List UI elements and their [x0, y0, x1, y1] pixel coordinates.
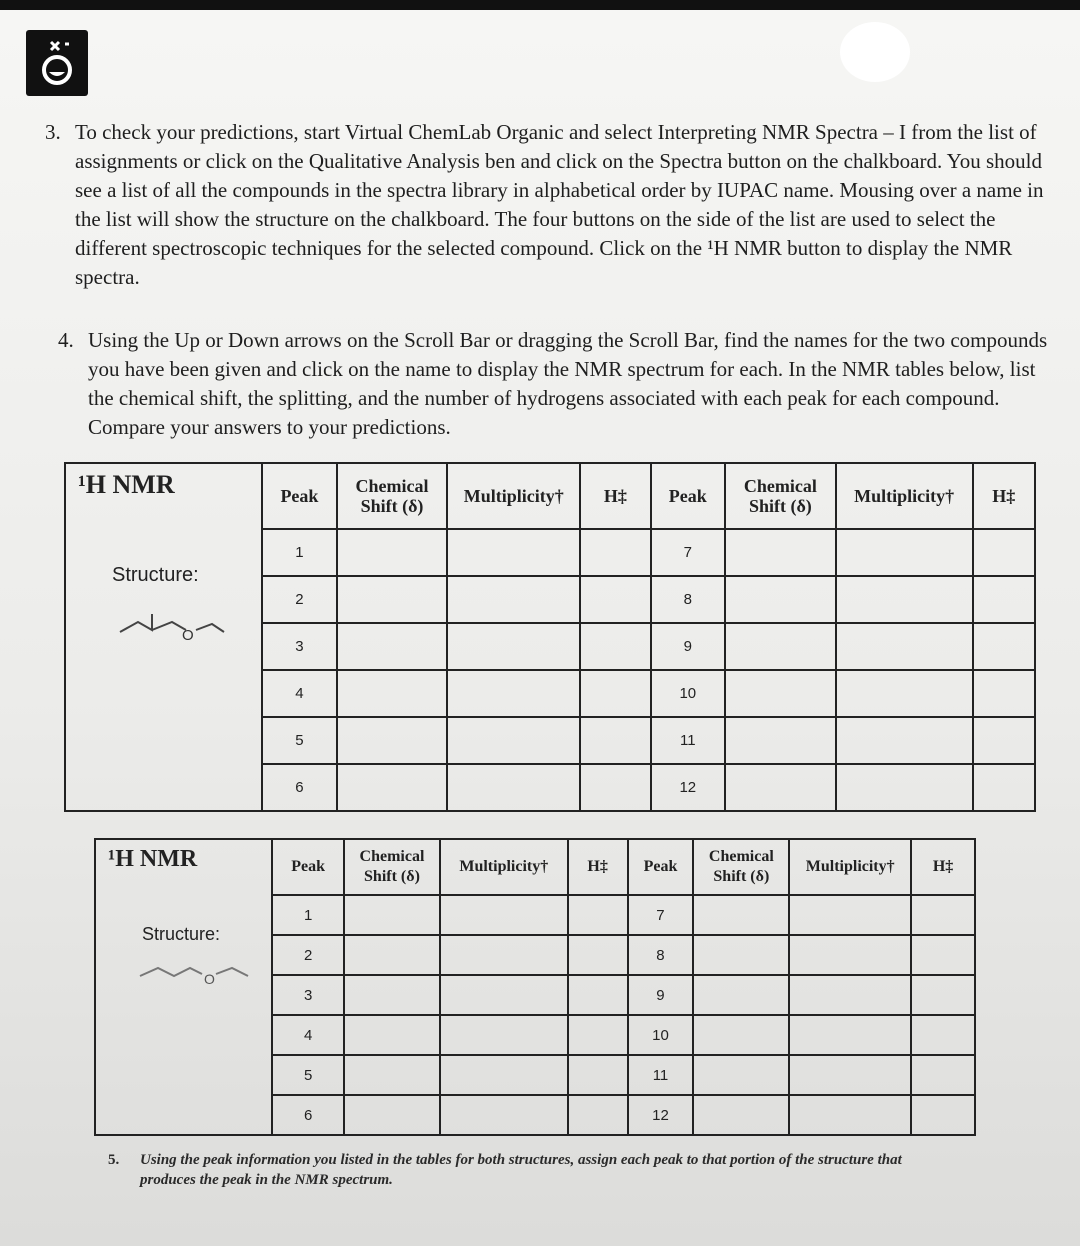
shift-line-1: Chemical	[355, 476, 429, 496]
shift-input[interactable]	[725, 717, 836, 764]
instruction-4-number: 4.	[58, 328, 74, 352]
peak-number: 1	[272, 895, 344, 935]
h-count-input[interactable]	[973, 764, 1035, 811]
header-h: H‡	[973, 463, 1035, 529]
header-multiplicity: Multiplicity†	[789, 839, 911, 895]
molecule-structure-1	[116, 602, 226, 652]
shift-input[interactable]	[337, 764, 448, 811]
shift-input[interactable]	[337, 717, 448, 764]
shift-line-2: Shift (δ)	[364, 868, 420, 885]
peak-number: 3	[262, 623, 336, 670]
shift-input[interactable]	[725, 576, 836, 623]
h-count-input[interactable]	[911, 1015, 975, 1055]
svg-text:O: O	[182, 627, 194, 644]
header-chemical-shift	[344, 839, 440, 895]
structure-label: Structure:	[142, 924, 221, 944]
structure-label: Structure:	[112, 564, 199, 586]
h-count-input[interactable]	[911, 975, 975, 1015]
multiplicity-input[interactable]	[836, 529, 973, 576]
header-chemical-shift	[725, 463, 836, 529]
shift-input[interactable]	[725, 623, 836, 670]
screen-glare	[840, 22, 910, 82]
h-count-input[interactable]	[911, 935, 975, 975]
multiplicity-input[interactable]	[789, 1095, 911, 1135]
peak-number: 4	[262, 670, 336, 717]
table-title: ¹H NMR	[78, 470, 175, 499]
shift-input[interactable]	[693, 1015, 789, 1055]
shift-input[interactable]	[337, 529, 448, 576]
h-count-input[interactable]	[568, 1055, 628, 1095]
multiplicity-input[interactable]	[447, 529, 580, 576]
peak-number: 11	[628, 1055, 694, 1095]
h-count-input[interactable]	[973, 576, 1035, 623]
header-chemical-shift	[337, 463, 448, 529]
structure-panel	[65, 463, 262, 811]
peak-number: 6	[262, 764, 336, 811]
multiplicity-input[interactable]	[447, 717, 580, 764]
h-count-input[interactable]	[568, 1095, 628, 1135]
peak-number: 7	[628, 895, 694, 935]
instruction-3	[45, 118, 1065, 292]
shift-line-2: Shift (δ)	[748, 496, 812, 516]
multiplicity-input[interactable]	[440, 975, 568, 1015]
header-peak: Peak	[272, 839, 344, 895]
peak-number: 9	[628, 975, 694, 1015]
multiplicity-input[interactable]	[440, 895, 568, 935]
peak-number: 9	[651, 623, 725, 670]
peak-number: 1	[262, 529, 336, 576]
shift-input[interactable]	[693, 1055, 789, 1095]
multiplicity-input[interactable]	[789, 895, 911, 935]
h-count-input[interactable]	[973, 717, 1035, 764]
header-multiplicity: Multiplicity†	[440, 839, 568, 895]
h-count-input[interactable]	[580, 670, 650, 717]
peak-number: 2	[262, 576, 336, 623]
peak-number: 10	[628, 1015, 694, 1055]
header-peak: Peak	[651, 463, 725, 529]
peak-number: 8	[651, 576, 725, 623]
shift-input[interactable]	[337, 623, 448, 670]
instruction-5-number: 5.	[108, 1152, 120, 1168]
multiplicity-input[interactable]	[447, 670, 580, 717]
peak-number: 12	[651, 764, 725, 811]
h-count-input[interactable]	[580, 764, 650, 811]
shift-input[interactable]	[693, 935, 789, 975]
instruction-4-text: Using the Up or Down arrows on the Scroll Bar or dragging the Scroll Bar, find the names for the two compounds you have been given and click on the name to display the NMR spectrum for each. In the NMR tables below, list the chemical shift, the splitting, and the number of hydrogens associated with each peak for each compound. Compare your answers to your predictions.	[88, 328, 1048, 439]
shift-input[interactable]	[693, 975, 789, 1015]
multiplicity-input[interactable]	[447, 576, 580, 623]
shift-input[interactable]	[344, 895, 440, 935]
shift-input[interactable]	[344, 1055, 440, 1095]
h-count-input[interactable]	[973, 529, 1035, 576]
multiplicity-input[interactable]	[836, 670, 973, 717]
h-count-input[interactable]	[580, 576, 650, 623]
multiplicity-input[interactable]	[789, 1015, 911, 1055]
instruction-4	[58, 326, 1048, 442]
shift-input[interactable]	[344, 935, 440, 975]
header-chemical-shift	[693, 839, 789, 895]
peak-number: 2	[272, 935, 344, 975]
h-count-input[interactable]	[568, 975, 628, 1015]
structure-panel	[95, 839, 272, 1135]
peak-number: 6	[272, 1095, 344, 1135]
peak-number: 12	[628, 1095, 694, 1135]
instruction-5-text: Using the peak information you listed in the tables for both structures, assign each peak to that portion of the structure that produces the peak in the NMR spectrum.	[140, 1152, 902, 1188]
multiplicity-input[interactable]	[836, 576, 973, 623]
h-count-input[interactable]	[568, 1015, 628, 1055]
h-count-input[interactable]	[568, 935, 628, 975]
shift-input[interactable]	[337, 576, 448, 623]
instruction-5	[108, 1150, 940, 1190]
h-count-input[interactable]	[580, 623, 650, 670]
shift-line-2: Shift (δ)	[360, 496, 424, 516]
nmr-table-2	[94, 838, 976, 1136]
instruction-3-number: 3.	[45, 120, 61, 144]
shift-input[interactable]	[344, 1095, 440, 1135]
multiplicity-input[interactable]	[440, 1015, 568, 1055]
peak-number: 10	[651, 670, 725, 717]
multiplicity-input[interactable]	[447, 764, 580, 811]
multiplicity-input[interactable]	[836, 717, 973, 764]
h-count-input[interactable]	[911, 1095, 975, 1135]
shift-line-1: Chemical	[359, 848, 425, 865]
h-count-input[interactable]	[911, 895, 975, 935]
shift-input[interactable]	[693, 895, 789, 935]
multiplicity-input[interactable]	[789, 935, 911, 975]
multiplicity-input[interactable]	[440, 1095, 568, 1135]
multiplicity-input[interactable]	[447, 623, 580, 670]
peak-number: 3	[272, 975, 344, 1015]
peak-number: 7	[651, 529, 725, 576]
instruction-3-text: To check your predictions, start Virtual ChemLab Organic and select Interpreting NMR Spectra – I from the list of assignments or click on the Qualitative Analysis ben and click on the Spectra button on the chalkboard. You should see a list of all the compounds in the spectra library in alphabetical order by IUPAC name. Mousing over a name in the list will show the structure on the chalkboard. The four buttons on the side of the list are used to select the different spectroscopic techniques for the selected compound. Click on the ¹H NMR button to display the NMR spectra.	[75, 120, 1044, 289]
shift-line-2: Shift (δ)	[713, 868, 770, 885]
molecule-structure-2	[136, 952, 266, 992]
shift-input[interactable]	[344, 975, 440, 1015]
shift-input[interactable]	[725, 670, 836, 717]
header-h: H‡	[568, 839, 628, 895]
shift-input[interactable]	[725, 764, 836, 811]
h-count-input[interactable]	[580, 717, 650, 764]
multiplicity-input[interactable]	[440, 1055, 568, 1095]
peak-number: 4	[272, 1015, 344, 1055]
multiplicity-input[interactable]	[440, 935, 568, 975]
header-multiplicity: Multiplicity†	[836, 463, 973, 529]
nmr-table-1	[64, 462, 1036, 812]
shift-input[interactable]	[344, 1015, 440, 1055]
header-multiplicity: Multiplicity†	[447, 463, 580, 529]
h-count-input[interactable]	[973, 670, 1035, 717]
h-count-input[interactable]	[911, 1055, 975, 1095]
flask-icon[interactable]	[26, 30, 88, 96]
multiplicity-input[interactable]	[789, 1055, 911, 1095]
peak-number: 8	[628, 935, 694, 975]
header-peak: Peak	[628, 839, 694, 895]
shift-input[interactable]	[725, 529, 836, 576]
shift-line-1: Chemical	[743, 476, 817, 496]
h-count-input[interactable]	[580, 529, 650, 576]
header-h: H‡	[580, 463, 650, 529]
peak-number: 5	[262, 717, 336, 764]
peak-number: 11	[651, 717, 725, 764]
h-count-input[interactable]	[568, 895, 628, 935]
peak-number: 5	[272, 1055, 344, 1095]
shift-input[interactable]	[337, 670, 448, 717]
multiplicity-input[interactable]	[789, 975, 911, 1015]
svg-text:O: O	[204, 971, 215, 987]
shift-input[interactable]	[693, 1095, 789, 1135]
multiplicity-input[interactable]	[836, 623, 973, 670]
header-peak: Peak	[262, 463, 336, 529]
multiplicity-input[interactable]	[836, 764, 973, 811]
table-title: ¹H NMR	[108, 846, 198, 872]
shift-line-1: Chemical	[708, 848, 774, 865]
header-h: H‡	[911, 839, 975, 895]
h-count-input[interactable]	[973, 623, 1035, 670]
